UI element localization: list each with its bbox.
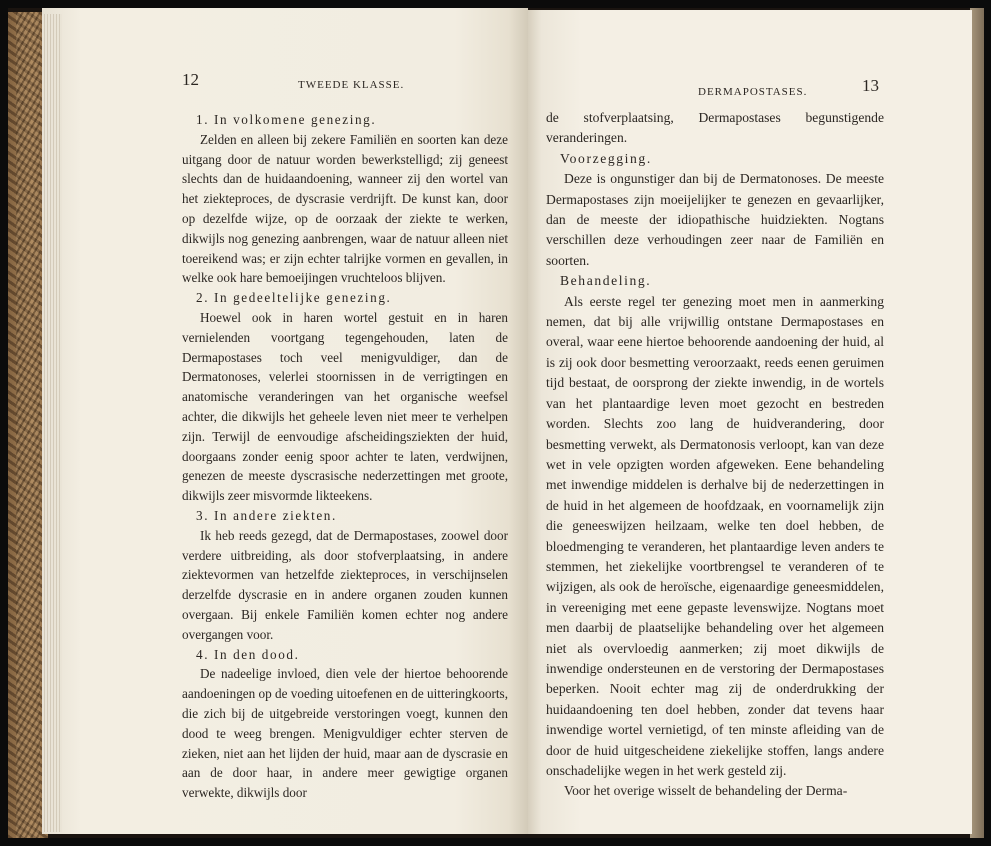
left-running-head: TWEEDE KLASSE. [298,79,405,91]
paragraph: 3. In andere ziekten. [196,507,337,523]
cover-edge-right [970,8,984,838]
paragraph: 4. In den dood. [196,646,300,662]
paragraph: 2. In gedeeltelijke genezing. [196,290,392,306]
left-page [42,8,528,834]
paragraph: Deze is ongunstiger dan bij de Dermatonoses. De meeste Dermapostases zijn moeijelijker te genezen en gevaarlijker, dan de meeste der idiopathische huidziekten. Nogtans verschillen deze verhoudingen zeer naar de Familiën en soorten. [546,171,884,268]
book [8,8,984,838]
right-page-body [546,108,884,802]
paragraph: Als eerste regel ter genezing moet men in aanmerking nemen, dat bij alle vrijwillig ontstane Dermapostases en overal, waar eene hiertoe behoorende aandoening der huid, al is zij ook door besmetting veroorzaakt, reeds eenen geruimen tijd bestaat, de oorsprong der ziekte inwendig, in de wortels van het plantaardige leven moet gezocht en bestreden worden. Slechts zoo lang de huidverandering, door besmetting verwekt, als Dermatonosis verloopt, kan van deze wet in vele opzigten worden afgeweken. Eene behandeling met inwendige middelen is derhalve bij de nederzettingen in de huid in het algemeen de hoofdzaak, en voornamelijk zijn die geneeswijzen heilzaam, welke ten doel hebben, de bloedmenging te veranderen, het plantaardige leven anders te stemmen, het ziekelijke voortbrengsel te veranderen of te wijzigen, als ook de heroïsche, eigenaardige geneesmiddelen, in vereeniging met eene gepaste levenswijze. Nogtans moet men daarbij de plaatselijke behandeling over het algemeen niet als overvloedig aanmerken; zij moet dikwijls de inwendige ondersteunen en de verstoring der Dermapostases beperken. Nooit echter mag zij de onderdrukking der huidaandoening ten doel hebben, zonder dat tevens haar inwendige wortel vernietigd, of ten minste afleiding van de door de huid uitgescheidene ziekelijke stoffen, langs andere onschadelijke wegen in het werk gesteld zij. [546,293,884,778]
left-page-body [182,110,508,803]
paragraph: Ik heb reeds gezegd, dat de Dermapostases, zoowel door verdere uitbreiding, als door stofverplaatsing, in andere ziektevormen van hetzelfde ziekteproces, in verschijnselen derzelfde dyscrasie en in andere organen zouden kunnen overgaan. Bij enkele Familiën komen echter nog andere overgangen voor. [182,527,508,642]
page-edges [42,14,62,832]
paragraph: Hoewel ook in haren wortel gestuit en in haren vernielenden voortgang tegengehouden, laten de Dermapostases toch veel menigvuldiger, dan de Dermatonoses, velerlei stoornissen in de verrigtingen en anatomische veranderingen van het organische weefsel achter, die dikwijls het geheele leven niet meer te verhelpen zijn. Terwijl de eenvoudige afscheidingsziekten der huid, doorgaans zonder eenig spoor achter te laten, verdwijnen, genezen de meeste dyscrasische nederzettingen met groote, dikwijls zeer misvormde likteekens. [182,309,508,504]
paragraph: Voor het overige wisselt de behandeling der Derma- [564,783,848,799]
paragraph: De nadeelige invloed, dien vele der hiertoe behoorende aandoeningen op de voeding uitoefenen en de uitteringkoorts, die zich bij de uitgebreide verstoringen voegt, kunnen den dood te weeg brengen. Menigvuldiger echter sterven de zieken, niet aan het lijden der huid, maar aan de dyscrasie en aan de door haar, in andere meer gewigtige organen verwekte, dikwijls door [182,666,508,801]
left-page-number: 12 [182,70,199,89]
right-running-head: DERMAPOSTASES. [698,86,808,98]
paragraph: Zelden en alleen bij zekere Familiën en soorten kan deze uitgang door de natuur worden bewerkstelligd; zij geneest slechts dan de huidaandoening, wanneer zij den wortel van het ziekteproces, de dyscrasie verdrijft. De kunst kan, door op dezelfde wijze, op de oorzaak der ziekte te werken, dikwijls nog genezing aanbrengen, waar de natuur alleen niet toereikend was; er zijn echter talrijke vormen en gevallen, in welke ook hare bemoeijingen vruchteloos blijven. [182,131,508,286]
paragraph: Behandeling. [560,273,652,289]
right-page [528,10,972,834]
paragraph: 1. In volkomene genezing. [196,112,377,127]
paragraph: Voorzegging. [560,150,652,166]
right-page-number: 13 [862,76,879,95]
paragraph: de stofverplaatsing, Dermapostases begunstigende veranderingen. [546,110,884,146]
